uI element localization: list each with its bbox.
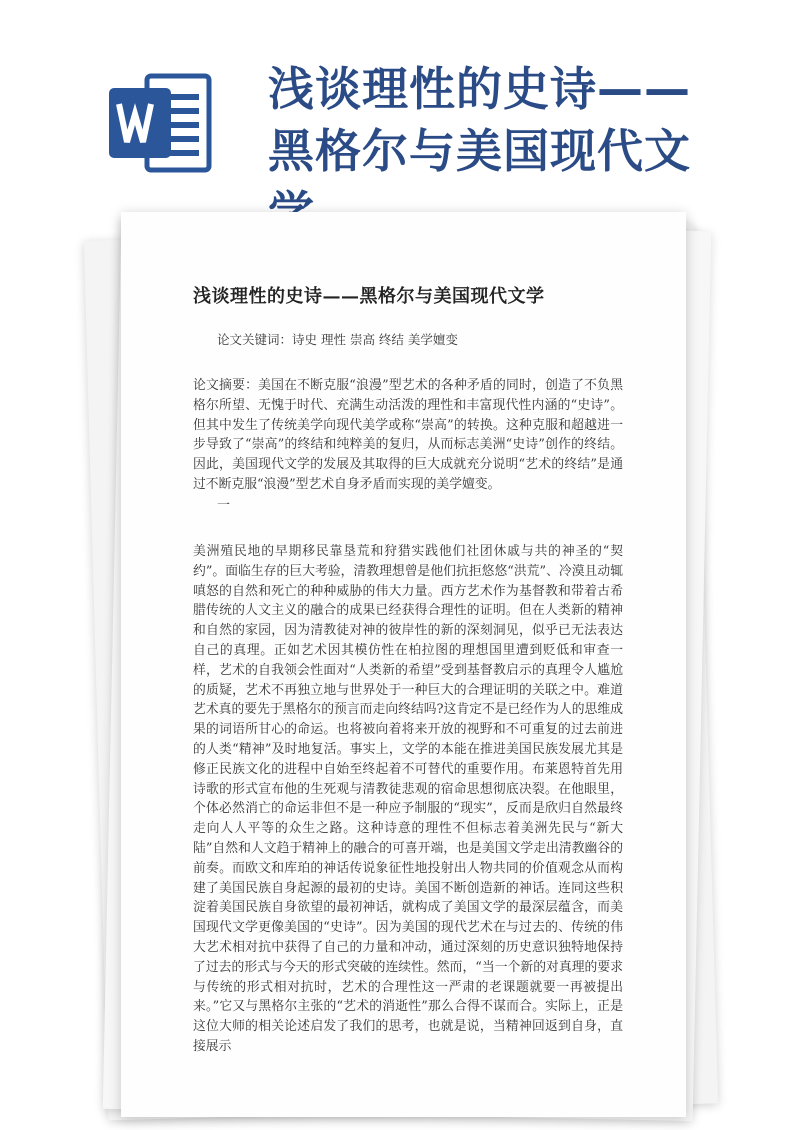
document-page: [121, 212, 686, 1117]
document-title: 浅谈理性的史诗——黑格尔与美国现代文学: [193, 286, 545, 307]
document-keywords: 论文关键词：诗史 理性 崇高 终结 美学嬗变: [217, 332, 458, 347]
banner-title: 浅谈理性的史诗——黑格尔与美国现代文: [268, 62, 691, 178]
banner: [0, 0, 800, 200]
section-number: 一: [217, 498, 231, 513]
document-body: 美洲殖民地的早期移民靠垦荒和狩猎实践他们社团休戚与共的神圣的“契约”。面临生存的巨大考验，清教理想曾是他们抗拒悠悠“洪荒”、冷漠且动辄嗔怒的自然和死亡的种种威胁的伟大力量。西方艺术作为基督教和带着古希腊传统的人文主义的融合的成果已经获得合理性的证明。但在人类新的精神和自然的家园，因为清教徒对神的彼岸性的新的深刻洞见，似乎已无法表达自己的真理。正如艺术因其模仿性在柏拉图的理想国里遭到贬低和审查一样，艺术的自我领会性面对“人类新的希望”受到基督教启示的真理令人尴尬的质疑，艺术不再独立地与世界处于一种巨大的合理证明的关联之中。难道艺术真的要先于黑格尔的预言而走向终结吗?这肯定不是已经作为人的思维成果的词语所甘心的命运。也将被向着将来开放的视野和不可重复的过去前进的人类“精神”及时地复活。事实上，文学的本能在推进美国民族发展尤其是修正民族文化的进程中自始至终起着不可替代的重要作用。布莱恩特首先用诗歌的形式宣布他的生死观与清教徒悲观的宿命思想彻底决裂。在他眼里，个体必然消亡的命运非但不是一种应予制服的“现实”，反而是欣归自然最终走向人人平等的众生之路。这种诗意的理性不但标志着美洲先民与“新大陆”自然和人文趋于精神上的融合的可喜开端，也是美国文学走出清教幽谷的前奏。而欧文和库珀的神话传说象征性地投射出人物共同的价值观念从而构建了美国民族自身起源的最初的史诗。美国不断创造新的神话。连同这些积淀着美国民族自身欲望的最初神话，就构成了美国文学的最深层蕴含，而美国现代文学更像美国的“史诗”。因为美国的现代艺术在与过去的、传统的伟大艺术相对抗中获得了自己的力量和冲动，通过深刻的历史意识独特地保持了过去的形式与今天的形式突破的连续性。然而，“当一个新的对真理的要求与传统的形式相对抗时，艺术的合理性这一严肃的老课题就要一再被提出来。”它又与黑格尔主张的“艺术的消逝性”那么合得不谋而合。实际上，正是这位大师的相关论述启发了我们的思考，也就是说，当精神回返到自身，直接展示: [193, 544, 623, 1054]
word-document-icon: [105, 68, 215, 178]
document-abstract: 论文摘要：美国在不断克服“浪漫”型艺术的各种矛盾的同时，创造了不负黑格尔所望、无愧于时代、充满生动活泼的理性和丰富现代性内涵的“史诗”。但其中发生了传统美学向现代美学或称“崇高”的转换。这种克服和超越进一步导致了“崇高”的终结和纯粹美的复归，从而标志美洲“史诗”创作的终结。因此，美国现代文学的发展及其取得的巨大成就充分说明“艺术的终结”是通过不断克服“浪漫”型艺术自身矛盾而实现的美学嬗变。: [193, 378, 623, 492]
